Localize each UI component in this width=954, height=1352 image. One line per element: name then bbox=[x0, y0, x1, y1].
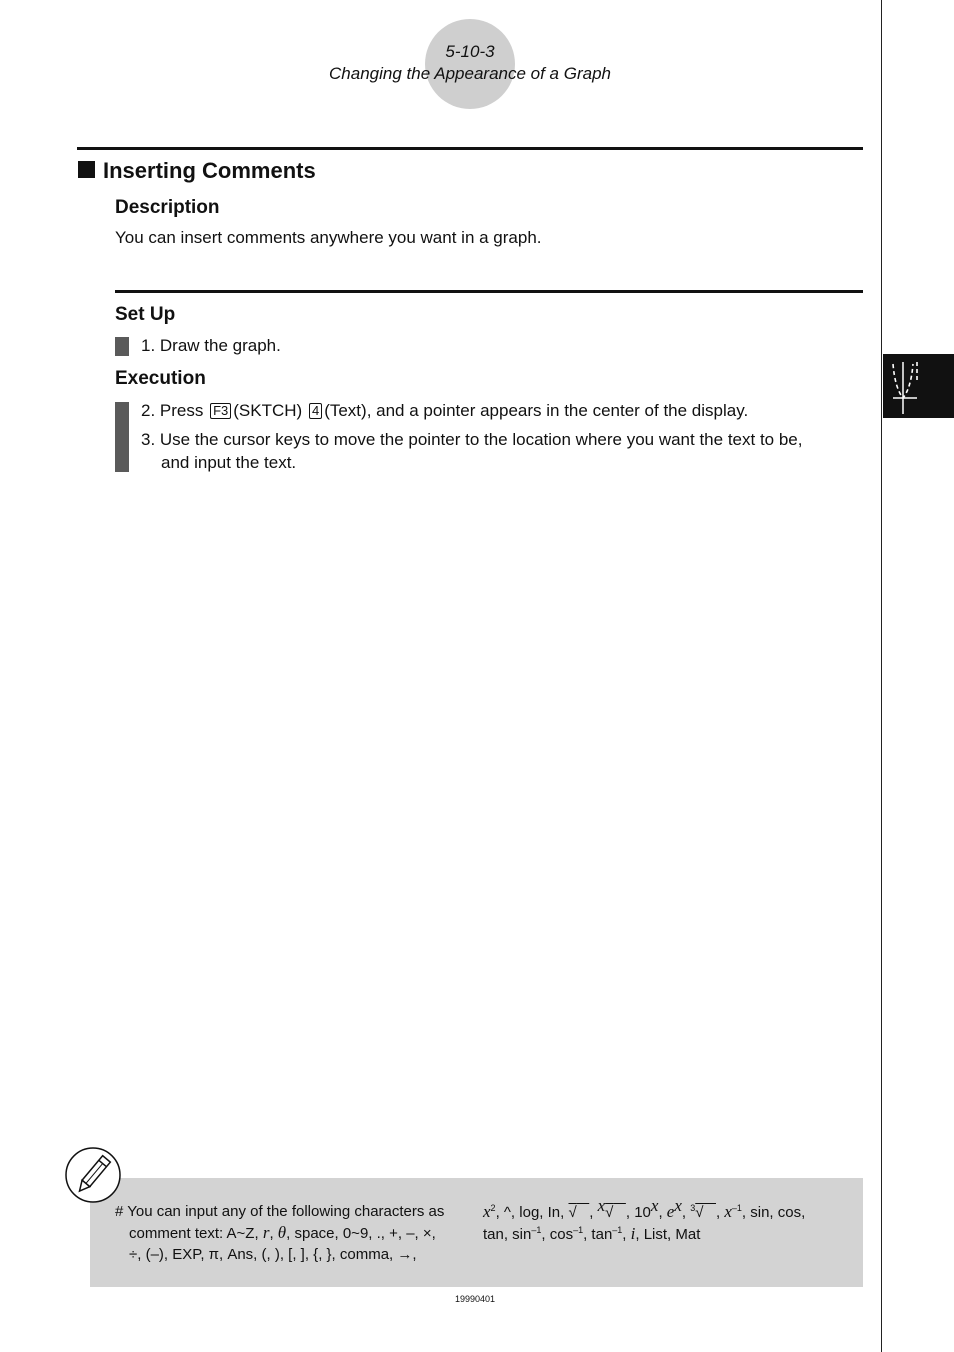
imaginary-i: i bbox=[630, 1224, 636, 1243]
execution-step-bar bbox=[115, 402, 129, 472]
tan-sin-inv: tan, sin bbox=[483, 1226, 532, 1243]
graph-icon bbox=[887, 358, 927, 416]
note-line-2: comment text: A~Z, r, θ, space, 0~9, ., +, –, ×, bbox=[129, 1223, 436, 1242]
cube-root-glyph: √ bbox=[695, 1204, 704, 1221]
document-code: 19990401 bbox=[454, 1294, 496, 1304]
sqrt-symbol bbox=[568, 1204, 589, 1221]
pencil-icon bbox=[64, 1146, 122, 1204]
step2-mid: (SKTCH) bbox=[233, 401, 303, 420]
section-top-rule bbox=[77, 147, 863, 150]
list-mat: , List, Mat bbox=[635, 1226, 701, 1243]
execution-heading: Execution bbox=[115, 368, 206, 389]
e-exponent: x bbox=[674, 1196, 682, 1215]
note-left-column bbox=[115, 1201, 460, 1265]
tan-inv: , tan bbox=[583, 1226, 613, 1243]
setup-step-bar bbox=[115, 337, 129, 356]
trig-sin-cos: , sin, cos, bbox=[741, 1204, 806, 1221]
sin-inv-exp: –1 bbox=[531, 1225, 542, 1235]
xth-root-index: x bbox=[597, 1196, 606, 1215]
execution-step-3 bbox=[141, 428, 861, 474]
note-line-1: # You can input any of the following characters as bbox=[115, 1203, 445, 1220]
execution-step-2 bbox=[141, 399, 748, 422]
setup-divider-rule bbox=[115, 290, 863, 293]
setup-step-1: 1. Draw the graph. bbox=[141, 336, 281, 355]
tan-inv-exp: –1 bbox=[612, 1225, 623, 1235]
right-margin-rule bbox=[881, 0, 882, 1352]
page-number: 5-10-3 bbox=[445, 42, 495, 61]
r-variable: r bbox=[262, 1223, 270, 1242]
section-square-marker bbox=[78, 161, 95, 178]
xth-root-glyph: √ bbox=[605, 1204, 614, 1221]
section-title: Inserting Comments bbox=[103, 158, 316, 183]
description-text: You can insert comments anywhere you want in a graph. bbox=[115, 228, 542, 247]
cos-inv: , cos bbox=[541, 1226, 574, 1243]
cube-root-index: 3 bbox=[690, 1203, 696, 1213]
page-subtitle: Changing the Appearance of a Graph bbox=[329, 64, 611, 83]
x-inverse-exponent: –1 bbox=[731, 1203, 742, 1213]
note-line-2-a: comment text: A~Z, bbox=[129, 1225, 259, 1242]
description-heading: Description bbox=[115, 197, 220, 218]
x-inverse-symbol: x bbox=[724, 1202, 732, 1221]
squared-exponent: 2 bbox=[490, 1203, 496, 1213]
step2-prefix: 2. Press bbox=[141, 401, 204, 420]
f3-key: F3 bbox=[210, 403, 231, 419]
xth-root-symbol bbox=[605, 1204, 626, 1221]
setup-heading: Set Up bbox=[115, 304, 176, 325]
step3-line1: 3. Use the cursor keys to move the pointer to the location where you want the text to be, bbox=[141, 430, 803, 449]
cos-inv-exp: –1 bbox=[573, 1225, 584, 1235]
e-symbol: e bbox=[666, 1202, 675, 1221]
chapter-side-tab bbox=[883, 354, 954, 418]
step2-suffix: (Text), and a pointer appears in the center of the display. bbox=[324, 401, 749, 420]
theta-variable: θ bbox=[277, 1223, 287, 1242]
sqrt-glyph: √ bbox=[568, 1204, 577, 1221]
cube-root-symbol bbox=[695, 1204, 716, 1221]
step3-line2: and input the text. bbox=[161, 453, 297, 472]
ten-power: , 10 bbox=[625, 1204, 651, 1221]
note-right-column: $x^2$, ^, log, In, √ , $^x$√ , 10$^x$, $e^x$, $^3$√ , $x^{-1}$, sin, cos, tan, $\sin^{-1}$, $\cos^{-1}$, $\tan^{-1}$, i, List, Mat bbox=[483, 1196, 806, 1243]
ten-power-exponent: x bbox=[650, 1196, 659, 1215]
note-line-2-b: , space, 0~9, ., +, –, ×, bbox=[286, 1225, 436, 1242]
caret-log-ln: , ^, log, In, bbox=[495, 1204, 565, 1221]
key-4: 4 bbox=[309, 403, 322, 419]
x-symbol: x bbox=[483, 1202, 491, 1221]
note-line-3: ÷, (–), EXP, π, Ans, (, ), [, ], {, }, comma, →, bbox=[129, 1246, 417, 1263]
